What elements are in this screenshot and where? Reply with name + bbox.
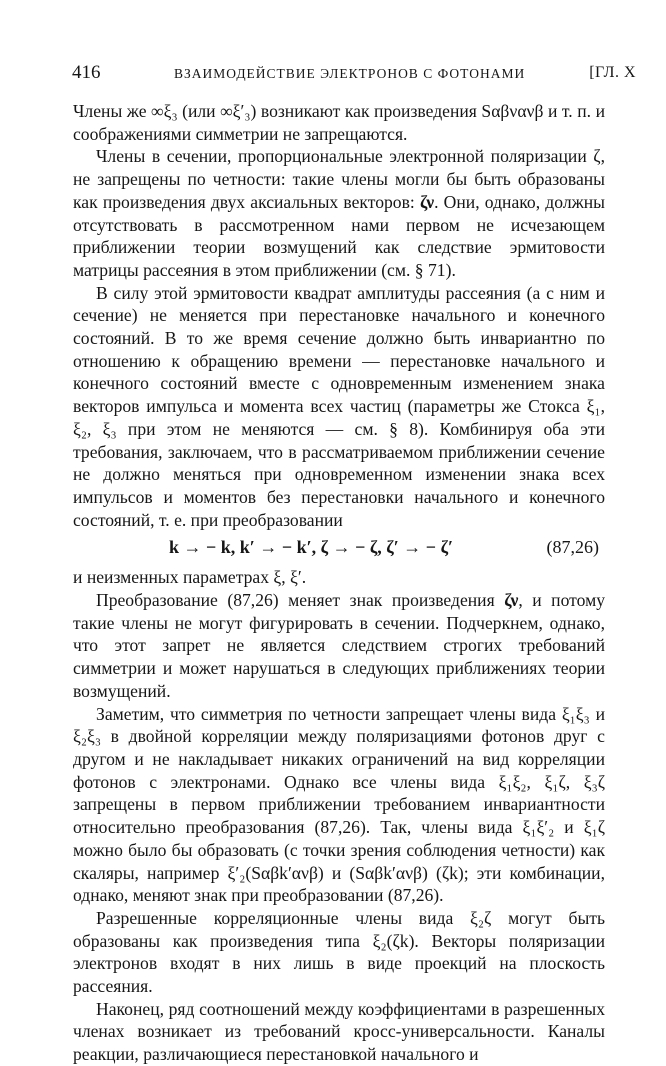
paragraph-7: Разрешенные корреляционные члены вида ξ₂ζ могут быть образованы как произведения типа ξ₂(ζk). Векторы поляризации электронов входят в них лишь в виде проекций на плоскость рассеяния.	[73, 907, 605, 997]
paragraph-2-text-b: . Они, однако, должны отсутствовать в рассмотренном нами первом не исчезающем приближении теории возмущений как следствие эрмитовости матрицы рассеяния в этом приближении (см. § 71).	[73, 191, 605, 280]
paragraph-2	[73, 145, 605, 281]
paragraph-2-formula: ζν	[419, 191, 435, 212]
paragraph-3: В силу этой эрмитовости квадрат амплитуды рассеяния (а с ним и сечение) не меняется при перестановке начального и конечного состояний. В то же время сечение должно быть инвариантно по отношению к обращению времени — перестановке начального и конечного состояний вместе с одновременным изменением знака векторов импульса и момента всех частиц (параметры же Стокса ξ₁, ξ₂, ξ₃ при этом не меняются — см. § 8). Комбинируя оба эти требования, заключаем, что в рассматриваемом приближении сечение не должно меняться при одновременном изменении знака всех импульсов и моментов без перестановки начального и конечного состояний, т. е. при преобразовании	[73, 282, 605, 530]
running-header	[72, 62, 636, 90]
paragraph-5	[73, 589, 605, 703]
paragraph-5-formula: ζν	[504, 590, 519, 611]
equation-87-26	[73, 533, 605, 563]
paragraph-8: Наконец, ряд соотношений между коэффициентами в разрешенных членах возникает из требований кросс-универсальности. Каналы реакции, различающиеся перестановкой начального и	[73, 998, 605, 1065]
chapter-label: [ГЛ. X	[589, 64, 636, 81]
page-body	[73, 100, 605, 1066]
paragraph-6: Заметим, что симметрия по четности запрещает члены вида ξ₁ξ₃ и ξ₂ξ₃ в двойной корреляции между поляризациями фотонов друг с другом и не накладывает никаких ограничений на вид корреляции фотонов с электронами. Однако все члены вида ξ₁ξ₂, ξ₁ζ, ξ₃ζ запрещены в первом приближении требованием инвариантности относительно преобразования (87,26). Так, члены вида ξ₁ξ′₂ и ξ₁ζ можно было бы образовать (с точки зрения соблюдения четности) как скаляры, например ξ′₂(Sαβk′ανβ) и (Sαβk′ανβ) (ζk); эти комбинации, однако, меняют знак при преобразовании (87,26).	[73, 703, 605, 906]
paragraph-1: Члены же ∞ξ₃ (или ∞ξ′₃) возникают как произведения Sαβνανβ и т. п. и соображениями симметрии не запрещаются.	[73, 101, 605, 144]
equation-number: (87,26)	[546, 537, 599, 558]
page-number: 416	[72, 62, 101, 83]
equation-formula: k → − k, k′ → − k′, ζ → − ζ, ζ′ → − ζ′	[169, 537, 454, 558]
paragraph-5-text-a: Преобразование (87,26) меняет знак произведения	[96, 590, 505, 611]
paragraph-5-text-b: , и потому такие члены не могут фигурировать в сечении. Подчеркнем, однако, что этот запрет не является следствием строгих требований симметрии и может нарушаться в следующих приближениях теории возмущений.	[73, 590, 605, 701]
paragraph-2-text-a: Члены в сечении, пропорциональные электронной поляризации ζ, не запрещены по четности: такие члены могли бы быть образованы как произведения двух аксиальных векторов:	[73, 146, 605, 212]
paragraph-4: и неизменных параметрах ξ, ξ′.	[73, 567, 307, 588]
running-title: ВЗАИМОДЕЙСТВИЕ ЭЛЕКТРОНОВ С ФОТОНАМИ	[174, 66, 526, 81]
